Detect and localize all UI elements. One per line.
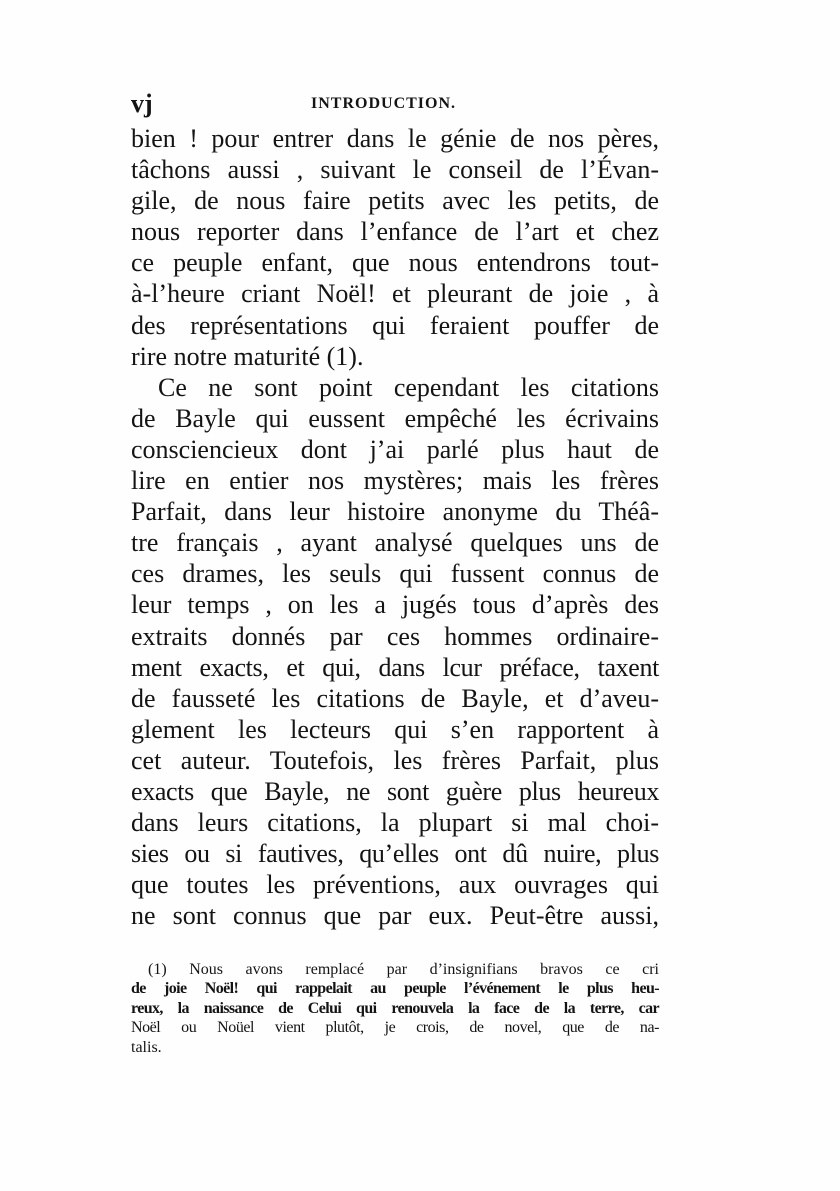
text-line: ne sont connus que par eux. Peut-être aussi, bbox=[131, 901, 659, 931]
footnote-line: Noël ou Noüel vient plutôt, je crois, de novel, que de na- bbox=[131, 1019, 659, 1037]
text-line: bien ! pour entrer dans le génie de nos pères, bbox=[131, 124, 659, 153]
page-header bbox=[131, 89, 659, 118]
text-line: dans leurs citations, la plupart si mal choi- bbox=[131, 808, 659, 838]
text-line: exacts que Bayle, ne sont guère plus heureux bbox=[131, 776, 659, 806]
text-line: leur temps , on les a jugés tous d’après des bbox=[131, 590, 659, 620]
text-line: Parfait, dans leur histoire anonyme du Théâ- bbox=[131, 497, 659, 527]
text-line: consciencieux dont j’ai parlé plus haut de bbox=[131, 434, 659, 464]
text-line: extraits donnés par ces hommes ordinaire- bbox=[131, 621, 659, 651]
footnote bbox=[131, 960, 659, 1057]
text-line: glement les lecteurs qui s’en rapportent à bbox=[131, 714, 659, 744]
text-line: à-l’heure criant Noël! et pleurant de joie , à bbox=[131, 279, 659, 309]
text-line: sies ou si fautives, qu’elles ont dû nuire, plus bbox=[131, 839, 659, 869]
text-line: ment exacts, et qui, dans lcur préface, taxent bbox=[131, 652, 659, 682]
text-line: nous reporter dans l’enfance de l’art et chez bbox=[131, 217, 659, 247]
footnote-line: reux, la naissance de Celui qui renouvela la face de la terre, car bbox=[131, 999, 659, 1017]
footnote-line: de joie Noël! qui rappelait au peuple l’événement le plus heu- bbox=[131, 980, 659, 998]
text-line: tre français , ayant analysé quelques uns de bbox=[131, 528, 659, 558]
footnote-line: (1) Nous avons remplacé par d’insignifians bravos ce cri bbox=[148, 961, 659, 978]
main-text bbox=[131, 123, 659, 931]
page-number: vj bbox=[131, 89, 153, 118]
text-line: rire notre maturité (1). bbox=[131, 341, 364, 371]
text-line: tâchons aussi , suivant le conseil de l’Évan- bbox=[131, 155, 659, 185]
text-line: de fausseté les citations de Bayle, et d’aveu- bbox=[131, 683, 659, 713]
text-line: que toutes les préventions, aux ouvrages qui bbox=[131, 870, 659, 900]
text-line: ce peuple enfant, que nous entendrons tout- bbox=[131, 248, 659, 278]
text-line: de Bayle qui eussent empêché les écrivains bbox=[131, 403, 659, 433]
running-title: INTRODUCTION. bbox=[311, 95, 457, 112]
footnote-line: talis. bbox=[131, 1038, 162, 1056]
text-line: ces drames, les seuls qui fussent connus de bbox=[131, 559, 659, 589]
text-line: des représentations qui feraient pouffer de bbox=[131, 310, 659, 340]
text-line: Ce ne sont point cependant les citations bbox=[158, 372, 659, 402]
text-line: lire en entier nos mystères; mais les frères bbox=[131, 466, 659, 496]
text-line: cet auteur. Toutefois, les frères Parfait, plus bbox=[131, 745, 659, 775]
text-line: gile, de nous faire petits avec les petits, de bbox=[131, 186, 659, 216]
